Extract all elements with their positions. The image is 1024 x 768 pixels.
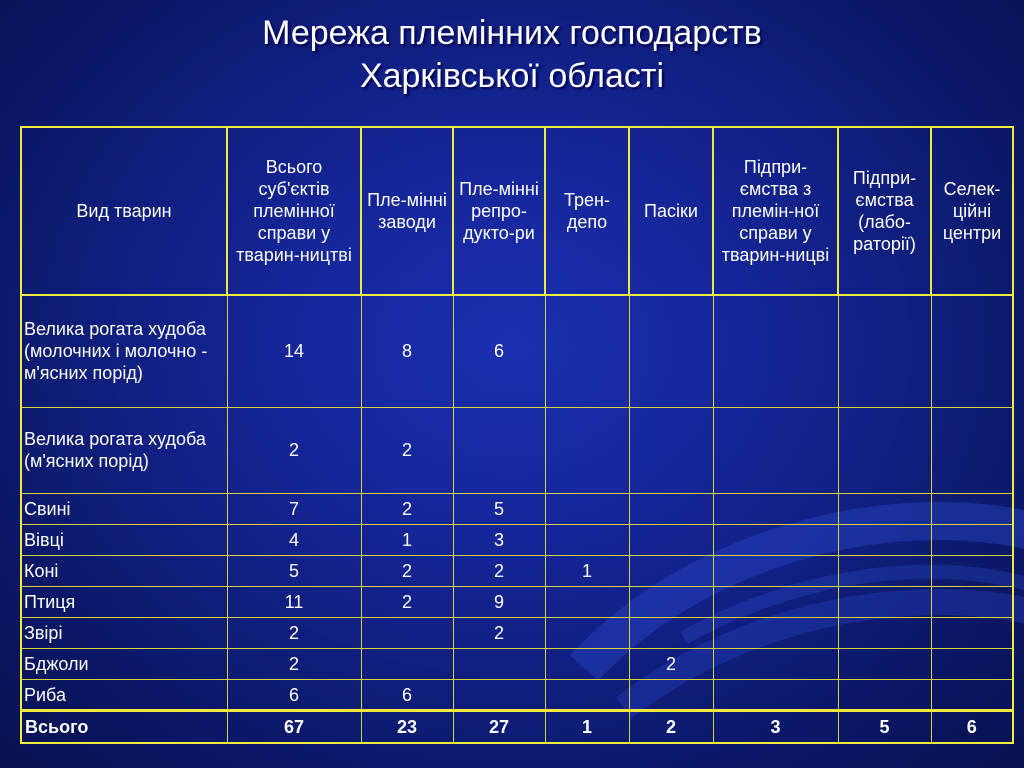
row-label: Бджоли [21, 649, 227, 680]
table-cell [838, 618, 931, 649]
table-cell [838, 680, 931, 711]
table-cell [629, 525, 713, 556]
table-cell [453, 649, 545, 680]
table-cell [361, 649, 453, 680]
table-cell [931, 407, 1013, 493]
table-cell: 2 [361, 407, 453, 493]
row-label: Свині [21, 493, 227, 524]
table-cell [713, 587, 838, 618]
table-cell [931, 525, 1013, 556]
total-cell: 1 [545, 711, 629, 743]
table-row [21, 493, 1013, 524]
breeding-farms-table [20, 126, 1014, 744]
table-row [21, 587, 1013, 618]
table-row [21, 407, 1013, 493]
table-cell [838, 525, 931, 556]
table-cell: 3 [453, 525, 545, 556]
table-cell: 2 [227, 649, 361, 680]
table-cell: 2 [453, 618, 545, 649]
table-cell [453, 407, 545, 493]
table-cell [545, 493, 629, 524]
title-line-2: Харківської області [359, 57, 665, 95]
table-cell [713, 649, 838, 680]
total-cell: 5 [838, 711, 931, 743]
total-cell: 6 [931, 711, 1013, 743]
table-body [21, 295, 1013, 743]
table-cell: 2 [453, 556, 545, 587]
header-breeding-enterprises: Підпри-ємства з племін-ної справи у тварин-ницві [713, 127, 838, 295]
table-cell [453, 680, 545, 711]
table-header-row [21, 127, 1013, 295]
table-cell: 2 [361, 556, 453, 587]
table-row [21, 295, 1013, 407]
table-cell: 1 [361, 525, 453, 556]
table-cell [629, 295, 713, 407]
total-row [21, 711, 1013, 743]
table-cell [545, 295, 629, 407]
total-cell: 23 [361, 711, 453, 743]
table-cell: 9 [453, 587, 545, 618]
table-row [21, 618, 1013, 649]
title-line-1: Мережа племінних господарств [262, 14, 762, 52]
total-label: Всього [21, 711, 227, 743]
row-label: Риба [21, 680, 227, 711]
table-cell [838, 493, 931, 524]
table-cell [713, 680, 838, 711]
table-cell: 5 [227, 556, 361, 587]
table-row [21, 556, 1013, 587]
table-cell: 8 [361, 295, 453, 407]
table-cell: 6 [453, 295, 545, 407]
table-cell [545, 618, 629, 649]
table-cell [713, 618, 838, 649]
table-cell: 14 [227, 295, 361, 407]
header-trend-depot: Трен-депо [545, 127, 629, 295]
table-cell [545, 649, 629, 680]
table-cell [629, 587, 713, 618]
table-cell: 1 [545, 556, 629, 587]
table-cell [931, 618, 1013, 649]
table-cell: 7 [227, 493, 361, 524]
table-cell [838, 407, 931, 493]
table-cell [838, 295, 931, 407]
table-cell [713, 556, 838, 587]
total-cell: 27 [453, 711, 545, 743]
table-cell [838, 556, 931, 587]
table-cell [838, 587, 931, 618]
table-cell [713, 525, 838, 556]
table-cell [931, 649, 1013, 680]
header-selection-centers: Селек-ційні центри [931, 127, 1013, 295]
row-label: Велика рогата худоба (молочних і молочно - м'ясних порід) [21, 295, 227, 407]
row-label: Коні [21, 556, 227, 587]
table-cell [545, 587, 629, 618]
table-cell [713, 493, 838, 524]
table-cell: 11 [227, 587, 361, 618]
table-row [21, 525, 1013, 556]
row-label: Птиця [21, 587, 227, 618]
table-cell [713, 295, 838, 407]
total-cell: 67 [227, 711, 361, 743]
header-apiaries: Пасіки [629, 127, 713, 295]
row-label: Велика рогата худоба (м'ясних порід) [21, 407, 227, 493]
table-cell: 2 [361, 587, 453, 618]
header-breeding-plants: Пле-мінні заводи [361, 127, 453, 295]
header-animal-type: Вид тварин [21, 127, 227, 295]
table-cell [629, 618, 713, 649]
table-cell [931, 295, 1013, 407]
table-cell [931, 493, 1013, 524]
table-cell: 2 [361, 493, 453, 524]
table-cell [931, 556, 1013, 587]
table-cell: 2 [227, 618, 361, 649]
header-total-entities: Всього суб'єктів племінної справи у тварин-ництві [227, 127, 361, 295]
table-cell: 6 [227, 680, 361, 711]
table-cell [629, 556, 713, 587]
total-cell: 2 [629, 711, 713, 743]
table-cell [629, 680, 713, 711]
table-cell: 2 [629, 649, 713, 680]
header-breeding-reproducers: Пле-мінні репро-дукто-ри [453, 127, 545, 295]
table-cell [629, 493, 713, 524]
table-cell [931, 680, 1013, 711]
table-cell [545, 407, 629, 493]
table-cell: 4 [227, 525, 361, 556]
table-cell [629, 407, 713, 493]
table-row [21, 649, 1013, 680]
row-label: Звірі [21, 618, 227, 649]
table-cell: 5 [453, 493, 545, 524]
table-cell [545, 680, 629, 711]
table-cell [931, 587, 1013, 618]
page-title [0, 12, 1024, 98]
table-cell: 6 [361, 680, 453, 711]
table-cell [545, 525, 629, 556]
table-cell [361, 618, 453, 649]
table-row [21, 680, 1013, 711]
row-label: Вівці [21, 525, 227, 556]
table-cell [713, 407, 838, 493]
total-cell: 3 [713, 711, 838, 743]
table-cell [838, 649, 931, 680]
header-laboratories: Підпри-ємства (лабо-раторії) [838, 127, 931, 295]
table-cell: 2 [227, 407, 361, 493]
